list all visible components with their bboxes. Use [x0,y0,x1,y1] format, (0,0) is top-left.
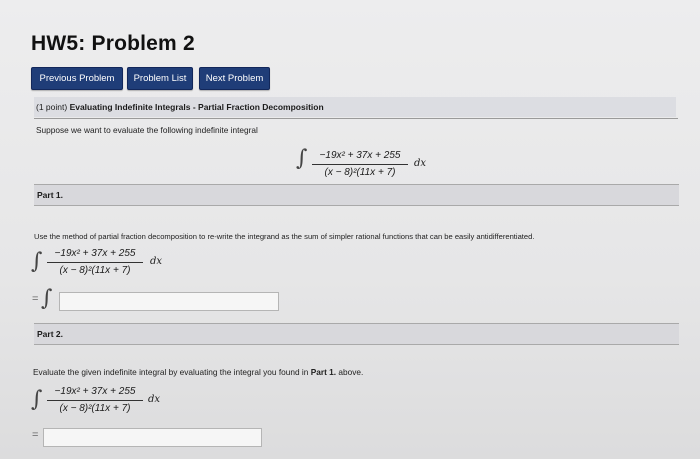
integrand-denominator: (x − 8)²(11x + 7) [59,265,131,276]
problem-list-button[interactable]: Problem List [127,67,193,90]
part1-header: Part 1. [34,184,679,206]
previous-problem-button[interactable]: Previous Problem [31,67,123,90]
integral-sign: ∫ [296,146,308,171]
part1-answer-input[interactable] [59,292,279,311]
problem-points: (1 point) [36,102,68,112]
dx-label: dx [150,256,163,267]
integrand-numerator: −19x² + 37x + 255 [319,150,401,161]
next-problem-button[interactable]: Next Problem [199,67,270,90]
integrand-numerator: −19x² + 37x + 255 [54,248,136,259]
part1-instruction: Use the method of partial fraction decomposition to re-write the integrand as the sum of simpler rational functions that can be easily antidifferentiated. [34,232,535,241]
integrand-denominator: (x − 8)²(11x + 7) [324,167,396,178]
equals-sign: = [32,429,39,441]
dx-label: dx [414,158,427,169]
equals-sign: = [32,293,39,305]
fraction-bar [47,262,143,263]
part2-header: Part 2. [34,323,679,345]
integral-sign: ∫ [31,249,43,274]
part2-answer-input[interactable] [43,428,262,447]
fraction-bar [312,164,408,165]
problem-intro: Suppose we want to evaluate the following indefinite integral [36,125,258,135]
integral-sign: ∫ [31,387,43,412]
part2-instruction-bold: Part 1. [310,367,337,377]
integrand-numerator: −19x² + 37x + 255 [54,386,136,397]
integral-sign: ∫ [41,286,53,311]
divider [34,118,678,119]
page-title: HW5: Problem 2 [31,32,195,55]
fraction-bar [47,400,143,401]
part2-instruction-suffix: above. [336,367,364,377]
integrand-denominator: (x − 8)²(11x + 7) [59,403,131,414]
part2-instruction [33,367,363,377]
problem-heading: Evaluating Indefinite Integrals - Partial Fraction Decomposition [69,102,324,112]
problem-header [34,97,676,117]
dx-label: dx [148,394,161,405]
part2-instruction-prefix: Evaluate the given indefinite integral by evaluating the integral you found in [33,367,311,377]
